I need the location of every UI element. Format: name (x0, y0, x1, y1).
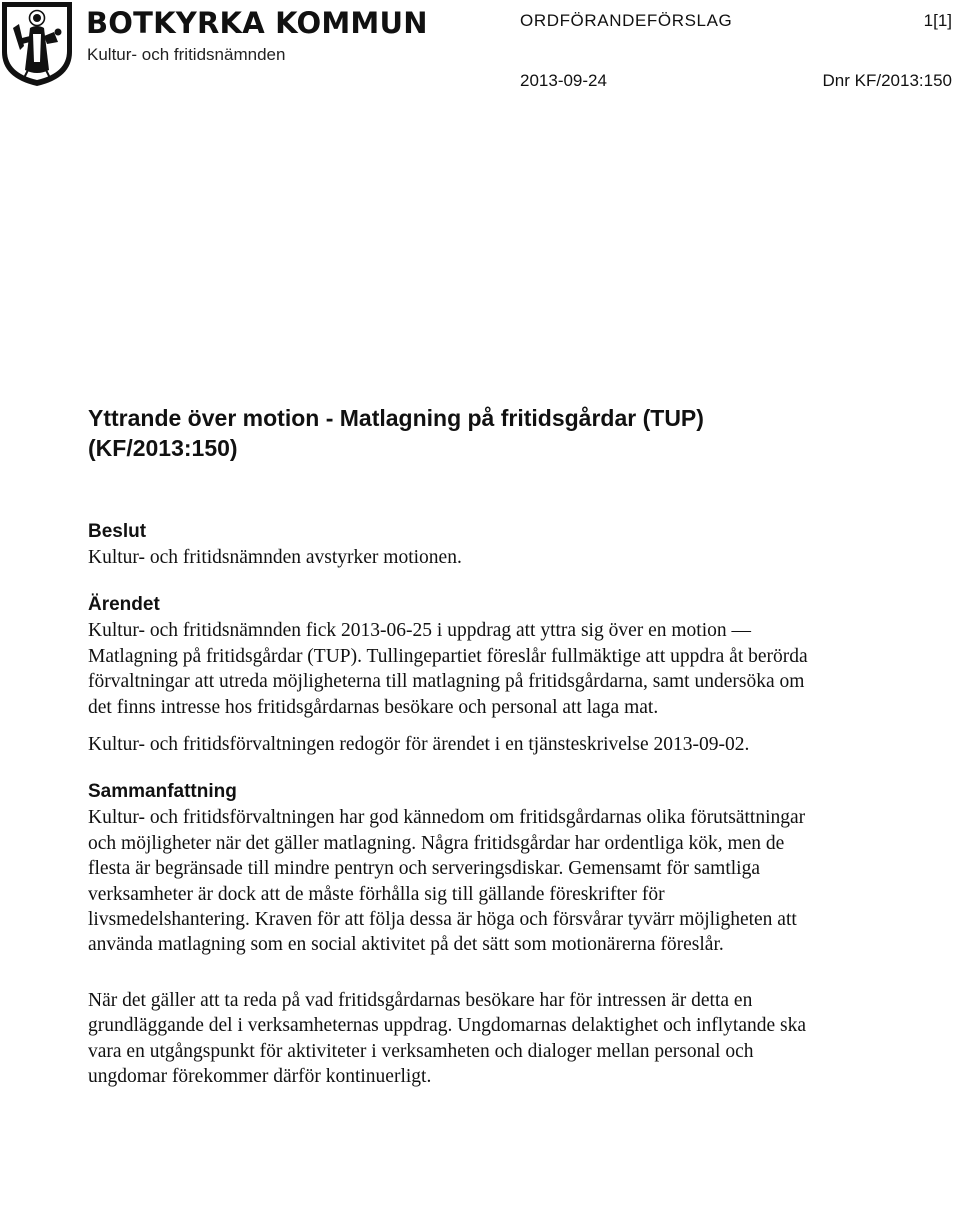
arendet-paragraph-2: Kultur- och fritidsförvaltningen redogör för ärendet i en tjänsteskrivelse 2013-09-02. (88, 734, 750, 756)
section-heading-sammanfattning: Sammanfattning (88, 781, 237, 803)
sammanfattning-paragraph-1: Kultur- och fritidsförvaltningen har god kännedom om fritidsgårdarnas olika förutsättningar och möjligheter när det gäller matlagning. Några fritidsgårdar har ordentliga kök, men de flesta är begränsade till mindre pentryn och serveringsdiskar. Gemensamt för samtliga verksamheter är dock att de måste förhålla sig till gällande föreskrifter för livsmedelshantering. Kraven för att följa dessa är höga och försvårar tyvärr möjligheten att använda matlagning som en social aktivitet på det sätt som motionärerna föreslår. (88, 807, 806, 956)
document-title-line2: (KF/2013:150) (88, 435, 238, 461)
section-heading-arendet: Ärendet (88, 594, 160, 616)
document-title (88, 403, 908, 463)
document-reference: Dnr KF/2013:150 (822, 71, 952, 90)
document-type: ORDFÖRANDEFÖRSLAG (520, 11, 733, 30)
document-title-line1: Yttrande över motion - Matlagning på fritidsgårdar (TUP) (88, 405, 704, 431)
coat-of-arms-icon (0, 0, 74, 88)
org-unit: Kultur- och fritidsnämnden (87, 45, 286, 64)
sammanfattning-paragraph-2: När det gäller att ta reda på vad fritidsgårdarnas besökare har för intressen är detta en grundläggande del i verksamheternas uppdrag. Ungdomarnas delaktighet och inflytande ska vara en utgångspunkt för aktiviteter i verksamheten och dialoger mellan personal och ungdomar förekommer därför kontinuerligt. (88, 989, 807, 1088)
org-name: BOTKYRKA KOMMUN (86, 6, 428, 40)
beslut-text: Kultur- och fritidsnämnden avstyrker motionen. (88, 547, 462, 568)
document-date: 2013-09-24 (520, 71, 607, 90)
document-body (88, 519, 828, 1090)
arendet-paragraph-1: Kultur- och fritidsnämnden fick 2013-06-25 i uppdrag att yttra sig över en motion — Matlagning på fritidsgårdar (TUP). Tullingepartiet föreslår fullmäktige att uppdra åt berörda förvaltningar att utreda möjligheterna till matlagning på fritidsgårdarna, samt undersöka om det finns intresse hos fritidsgårdarnas besökare och personal att laga mat. (88, 620, 808, 718)
section-heading-beslut: Beslut (88, 521, 147, 542)
page-number: 1[1] (923, 11, 952, 30)
